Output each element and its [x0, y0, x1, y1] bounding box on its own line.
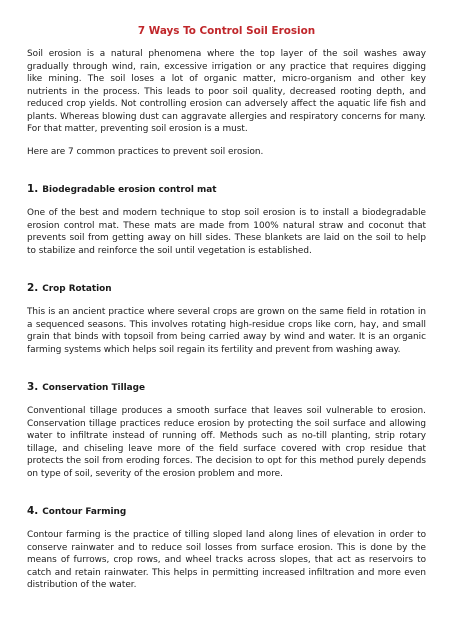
section-body: Contour farming is the practice of tilling sloped land along lines of elevation in order to conserve rainwater and to reduce soil losses from surface erosion. This is done by the means of furrows, crop rows, and wheel tracks across slopes, that act as reservoirs to catch and retain rainwater. This helps in permitting increased infiltration and more even distribution of the water.: [27, 530, 426, 590]
section-number: 1.: [27, 183, 39, 195]
section-heading: [27, 182, 426, 197]
section-title: Conservation Tillage: [42, 383, 146, 393]
section-body: One of the best and modern technique to stop soil erosion is to install a biodegradable erosion control mat. These mats are made from 100% natural straw and coconut that prevents soil from getting away on hill sides. These blankets are laid on the soil to help to stabilize and reinforce the soil until vegetation is established.: [27, 208, 426, 256]
intro-paragraph: Soil erosion is a natural phenomena where the top layer of the soil washes away gradually through wind, rain, excessive irrigation or any practice that requires digging like mining. The soil loses a lot of organic matter, micro-organism and other key nutrients in the process. This leads to poor soil quality, decreased rooting depth, and reduced crop yields. Not controlling erosion can adversely affect the aquatic life fish and plants. Whereas blowing dust can aggravate allergies and respiratory concerns for many. For that matter, preventing soil erosion is a must.: [27, 49, 426, 134]
section-title: Biodegradable erosion control mat: [42, 185, 217, 195]
section-number: 2.: [27, 282, 39, 294]
section-title: Crop Rotation: [42, 284, 112, 294]
section-title: Contour Farming: [42, 507, 127, 517]
section-biodegradable-mat: [27, 182, 426, 257]
section-number: 3.: [27, 381, 39, 393]
section-body: This is an ancient practice where several crops are grown on the same field in rotation in a sequenced seasons. This involves rotating high-residue crops like corn, hay, and small grain that binds with topsoil from being carried away by wind and water. It is an organic farming systems which helps soil regain its fertility and prevent from washing away.: [27, 307, 426, 355]
section-conservation-tillage: [27, 380, 426, 480]
lead-in-paragraph: Here are 7 common practices to prevent soil erosion.: [27, 146, 264, 157]
section-heading: [27, 380, 426, 395]
section-heading: [27, 504, 426, 519]
section-body: Conventional tillage produces a smooth surface that leaves soil vulnerable to erosion. Conservation tillage practices reduce erosion by protecting the soil surface and allowing water to infiltrate instead of running off. Methods such as no-till planting, strip rotary tillage, and chiseling leave more of the field surface covered with crop residue that protects the soil from eroding forces. The decision to opt for this method purely depends on type of soil, severity of the erosion problem and more.: [27, 406, 426, 479]
section-contour-farming: [27, 504, 426, 592]
page-title: 7 Ways To Control Soil Erosion: [137, 25, 316, 37]
section-number: 4.: [27, 505, 39, 517]
section-heading: [27, 281, 426, 296]
section-crop-rotation: [27, 281, 426, 356]
